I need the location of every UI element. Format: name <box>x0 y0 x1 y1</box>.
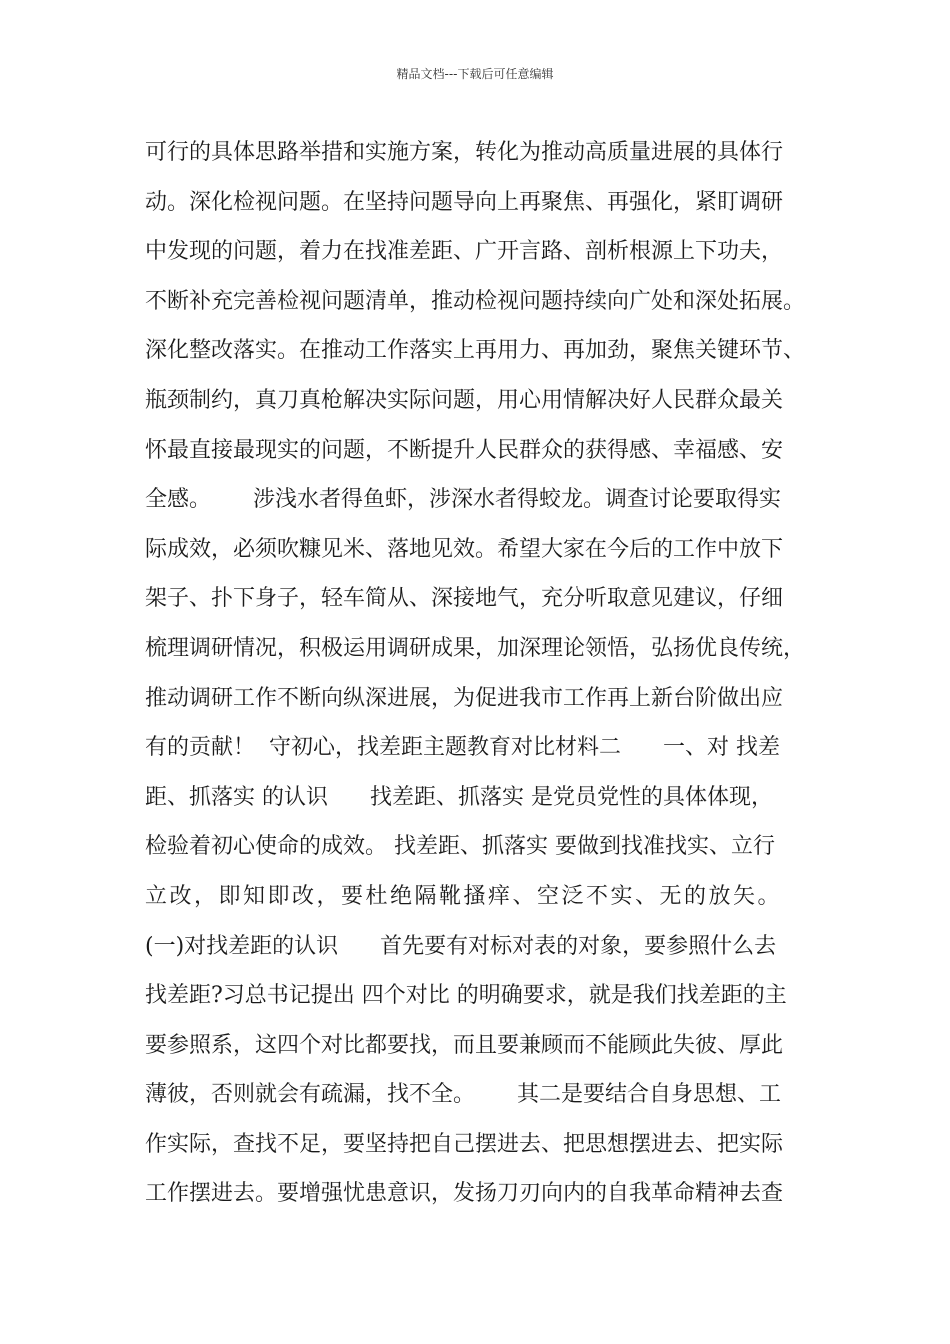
text-line: 怀最直接最现实的问题，不断提升人民群众的获得感、幸福感、安 <box>145 437 784 463</box>
page-header: 精品文档---下载后可任意编辑 <box>396 67 554 81</box>
text-line: 要参照系，这四个对比都要找，而且要兼顾而不能顾此失彼、厚此 <box>145 1032 784 1058</box>
text-line: 作实际，查找不足，要坚持把自己摆进去、把思想摆进去、把实际 <box>145 1131 784 1157</box>
document-body <box>145 128 825 1219</box>
text-line: 全感。 涉浅水者得鱼虾，涉深水者得蛟龙。调查讨论要取得实 <box>145 487 781 513</box>
text-line: (一)对找差距的认识 首先要有对标对表的对象，要参照什么去 <box>145 933 777 959</box>
text-line: 中发现的问题，着力在找准差距、广开言路、剖析根源上下功夫， <box>145 239 784 265</box>
text-line: 立改，即知即改，要杜绝隔靴搔痒、空泛不实、无的放矢。 <box>145 883 783 909</box>
text-line: 有的贡献！ 守初心，找差距主题教育对比材料二 一、对 找差 <box>145 735 780 761</box>
text-line: 工作摆进去。要增强忧患意识，发扬刀刃向内的自我革命精神去查 <box>145 1181 784 1207</box>
text-line: 际成效，必须吹糠见米、落地见效。希望大家在今后的工作中放下 <box>145 536 784 562</box>
text-line: 可行的具体思路举措和实施方案，转化为推动高质量进展的具体行 <box>145 140 784 165</box>
text-line: 瓶颈制约，真刀真枪解决实际问题，用心用情解决好人民群众最关 <box>145 387 784 413</box>
text-line: 薄彼，否则就会有疏漏，找不全。 其二是要结合自身思想、工 <box>145 1082 781 1108</box>
text-line: 深化整改落实。在推动工作落实上再用力、再加劲，聚焦关键环节、 <box>145 338 806 364</box>
text-line: 动。深化检视问题。在坚持问题导向上再聚焦、再强化，紧盯调研 <box>145 189 784 215</box>
text-line: 推动调研工作不断向纵深进展，为促进我市工作再上新台阶做出应 <box>145 685 784 711</box>
text-line: 检验着初心使命的成效。 找差距、抓落实 要做到找准找实、立行 <box>145 834 775 860</box>
text-line: 找差距?习总书记提出 四个对比 的明确要求，就是我们找差距的主 <box>145 983 787 1009</box>
text-line: 梳理调研情况，积极运用调研成果，加深理论领悟，弘扬优良传统， <box>145 635 806 661</box>
text-line: 不断补充完善检视问题清单，推动检视问题持续向广处和深处拓展。 <box>145 288 806 314</box>
text-line: 架子、扑下身子，轻车简从、深接地气，充分听取意见建议，仔细 <box>145 586 784 612</box>
text-line: 距、抓落实 的认识 找差距、抓落实 是党员党性的具体体现， <box>145 784 773 810</box>
